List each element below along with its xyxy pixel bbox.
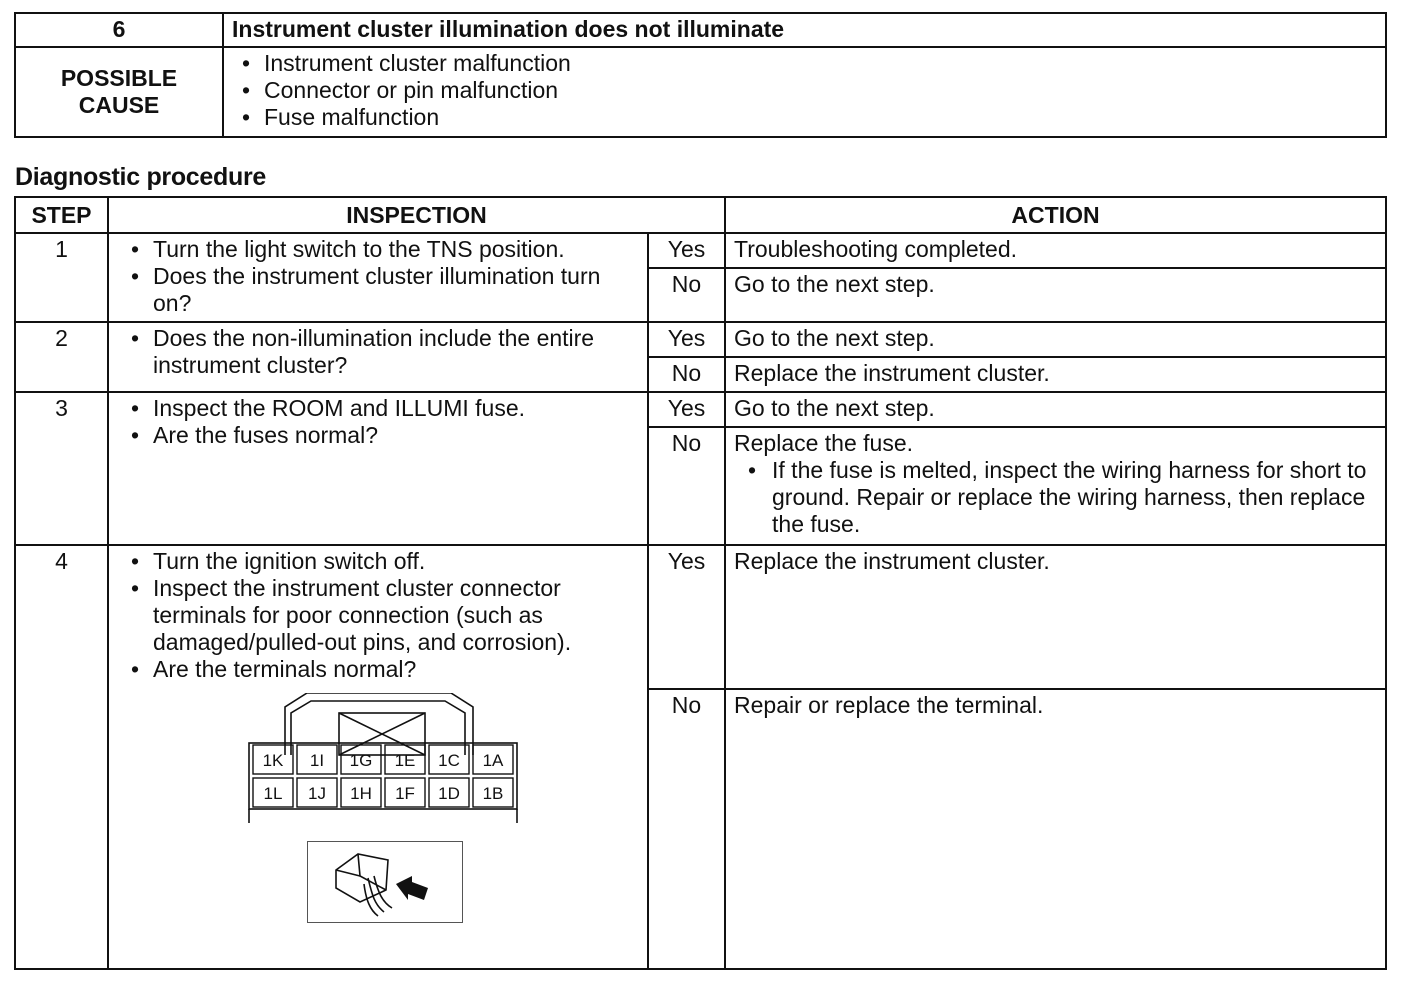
possible-cause-label <box>15 47 223 137</box>
connector-pin-label: 1G <box>349 751 373 770</box>
step-inspection <box>108 545 648 969</box>
connector-pin-label: 1E <box>394 751 416 770</box>
yes-label: Yes <box>648 545 725 689</box>
step-inspection <box>108 322 648 392</box>
connector-pin-label: 1A <box>482 751 504 770</box>
no-label: No <box>648 689 725 969</box>
connector-pin-label: 1D <box>438 784 460 803</box>
yes-action: Go to the next step. <box>725 392 1386 427</box>
no-label: No <box>648 268 725 322</box>
diagnostic-table <box>14 196 1387 970</box>
no-action: Replace the instrument cluster. <box>725 357 1386 392</box>
header-inspection: INSPECTION <box>108 197 725 233</box>
list-item: • Turn the light switch to the TNS position. <box>121 236 639 263</box>
connector-figures <box>121 683 639 953</box>
header-step: STEP <box>15 197 108 233</box>
yes-action: Replace the instrument cluster. <box>725 545 1386 689</box>
list-item: • Fuse malfunction <box>232 104 1377 131</box>
condition-table <box>14 12 1387 138</box>
condition-number: 6 <box>15 13 223 47</box>
list-item: • Instrument cluster malfunction <box>232 50 1377 77</box>
yes-label: Yes <box>648 392 725 427</box>
possible-cause-label-line2: CAUSE <box>78 92 160 118</box>
connector-pin-label: 1H <box>350 784 372 803</box>
connector-diagram <box>245 693 525 833</box>
step-inspection <box>108 233 648 322</box>
connector-pin-label: 1J <box>308 784 326 803</box>
list-item: • Are the fuses normal? <box>121 422 639 449</box>
no-label: No <box>648 427 725 545</box>
list-item: • Inspect the ROOM and ILLUMI fuse. <box>121 395 639 422</box>
connector-pin-label: 1F <box>395 784 415 803</box>
list-item: • If the fuse is melted, inspect the wiring harness for short to ground. Repair or replace the wiring harness, then replace the fuse. <box>734 457 1377 538</box>
terminal-probe-illustration <box>307 841 463 923</box>
step-number: 1 <box>15 233 108 322</box>
list-item: • Inspect the instrument cluster connector terminals for poor connection (such as damaged/pulled-out pins, and corrosion). <box>121 575 639 656</box>
possible-cause-list-cell <box>223 47 1386 137</box>
connector-pin-label: 1B <box>482 784 504 803</box>
step-inspection <box>108 392 648 545</box>
no-action-cell <box>725 427 1386 545</box>
step-number: 4 <box>15 545 108 969</box>
yes-label: Yes <box>648 322 725 357</box>
possible-cause-list <box>232 50 1377 131</box>
list-item: • Does the non-illumination include the entire instrument cluster? <box>121 325 639 379</box>
list-item: • Connector or pin malfunction <box>232 77 1377 104</box>
step-number: 2 <box>15 322 108 392</box>
no-label: No <box>648 357 725 392</box>
no-action: Repair or replace the terminal. <box>725 689 1386 969</box>
no-action: Go to the next step. <box>725 268 1386 322</box>
header-action: ACTION <box>725 197 1386 233</box>
yes-action: Go to the next step. <box>725 322 1386 357</box>
yes-action: Troubleshooting completed. <box>725 233 1386 268</box>
condition-title: Instrument cluster illumination does not illuminate <box>223 13 1386 47</box>
connector-pin-label: 1I <box>309 751 325 770</box>
connector-pin-label: 1L <box>263 784 283 803</box>
arrow-icon <box>396 876 428 900</box>
list-item: • Does the instrument cluster illumination turn on? <box>121 263 639 317</box>
possible-cause-label-line1: POSSIBLE <box>60 65 178 91</box>
no-action: Replace the fuse. <box>734 430 914 456</box>
list-item: • Turn the ignition switch off. <box>121 548 639 575</box>
yes-label: Yes <box>648 233 725 268</box>
connector-pin-label: 1C <box>438 751 460 770</box>
step-number: 3 <box>15 392 108 545</box>
section-heading: Diagnostic procedure <box>15 163 266 191</box>
list-item: • Are the terminals normal? <box>121 656 639 683</box>
connector-pin-label: 1K <box>262 751 284 770</box>
